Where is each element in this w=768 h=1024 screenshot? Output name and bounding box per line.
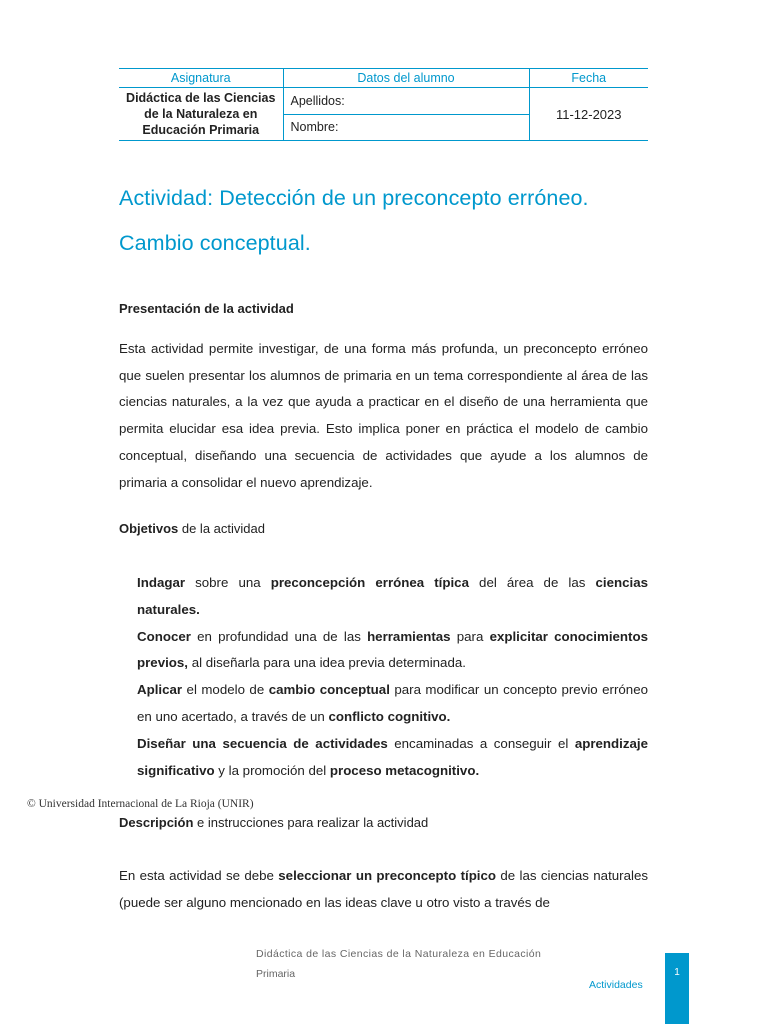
objective-run: cambio conceptual [268,682,390,698]
objective-run: ciencias naturales. [137,575,648,617]
presentation-body: Esta actividad permite investigar, de una forma más profunda, un preconcepto erróneo que suelen presentar los alumnos de primaria en un tema correspondiente al área de las ciencias naturales, a la vez que ayuda a practicar en el diseño de una herramienta que permita elucidar esa idea previa. Esto implica poner en práctica el modelo de cambio conceptual, diseñando una secuencia de actividades que ayude a los alumnos de primaria a consolidar el nuevo aprendizaje. [119,341,648,490]
date-value: 11-12-2023 [529,88,648,141]
objective-run: proceso metacognitivo. [329,762,480,778]
description-heading-rest: e instrucciones para realizar la actividad [193,815,429,830]
objective-run: el modelo de [182,682,269,698]
objective-run: conflicto cognitivo. [328,708,451,724]
header-col-subject: Asignatura [119,69,283,88]
objective-run: Aplicar [137,682,183,698]
presentation-heading: Presentación de la actividad [119,301,294,316]
footer-section-label: Actividades [589,979,643,991]
activity-title-line1: Actividad: Detección de un preconcepto erróneo. [119,186,589,210]
objective-run: para [450,628,490,644]
objectives-heading [119,521,265,536]
description-run: de las ciencias naturales (puede ser alguno mencionado en las ideas clave u otro visto a través de [119,868,648,910]
activity-title-line2: Cambio conceptual. [119,231,311,255]
objective-run: herramientas [367,628,451,644]
objective-run: al diseñarla para una idea previa determinada. [188,655,466,671]
surnames-label: Apellidos: [283,88,529,115]
objective-item [119,570,648,624]
objective-run: Diseñar una secuencia de actividades [137,735,388,751]
objective-run: aprendizaje significativo [137,735,648,778]
subject-name: Didáctica de las Ciencias de la Naturaleza en Educación Primaria [119,88,283,141]
objective-item [119,677,648,731]
page-number-tab [665,953,689,1024]
objective-run: Conocer [137,628,191,644]
objectives-list [119,570,648,784]
objective-run: Indagar [137,575,186,590]
description-run: seleccionar un preconcepto típico [278,868,497,883]
objective-run: y la promoción del [214,762,330,778]
objective-run: en profundidad una de las [190,628,368,644]
objective-item [119,731,648,785]
objectives-heading-rest: de la actividad [178,521,265,536]
objective-run: para modificar un concepto previo erróneo en uno acertado, a través de un [137,682,648,724]
footer-course-line2: Primaria [256,968,296,980]
header-col-date: Fecha [529,69,648,88]
objective-run: explicitar conocimientos previos, [137,628,648,671]
header-col-student: Datos del alumno [283,69,529,88]
footer-course-name [256,944,648,984]
page-number: 1 [674,967,680,978]
copyright-notice: © Universidad Internacional de La Rioja (UNIR) [27,798,254,810]
objective-run: sobre una [185,575,271,590]
name-label: Nombre: [283,114,529,141]
description-heading [119,815,428,830]
header-table [119,68,648,141]
description-run: En esta actividad se debe [119,868,279,883]
objective-run: encaminadas a conseguir el [387,735,575,751]
objective-item [119,624,648,678]
description-body [119,863,648,916]
objective-run: del área de las [468,575,596,590]
objectives-heading-bold: Objetivos [119,521,179,536]
footer-course-line1: Didáctica de las Ciencias de la Naturaleza en Educación [256,948,542,960]
objective-run: preconcepción errónea típica [270,575,469,590]
description-heading-bold: Descripción [119,815,194,830]
